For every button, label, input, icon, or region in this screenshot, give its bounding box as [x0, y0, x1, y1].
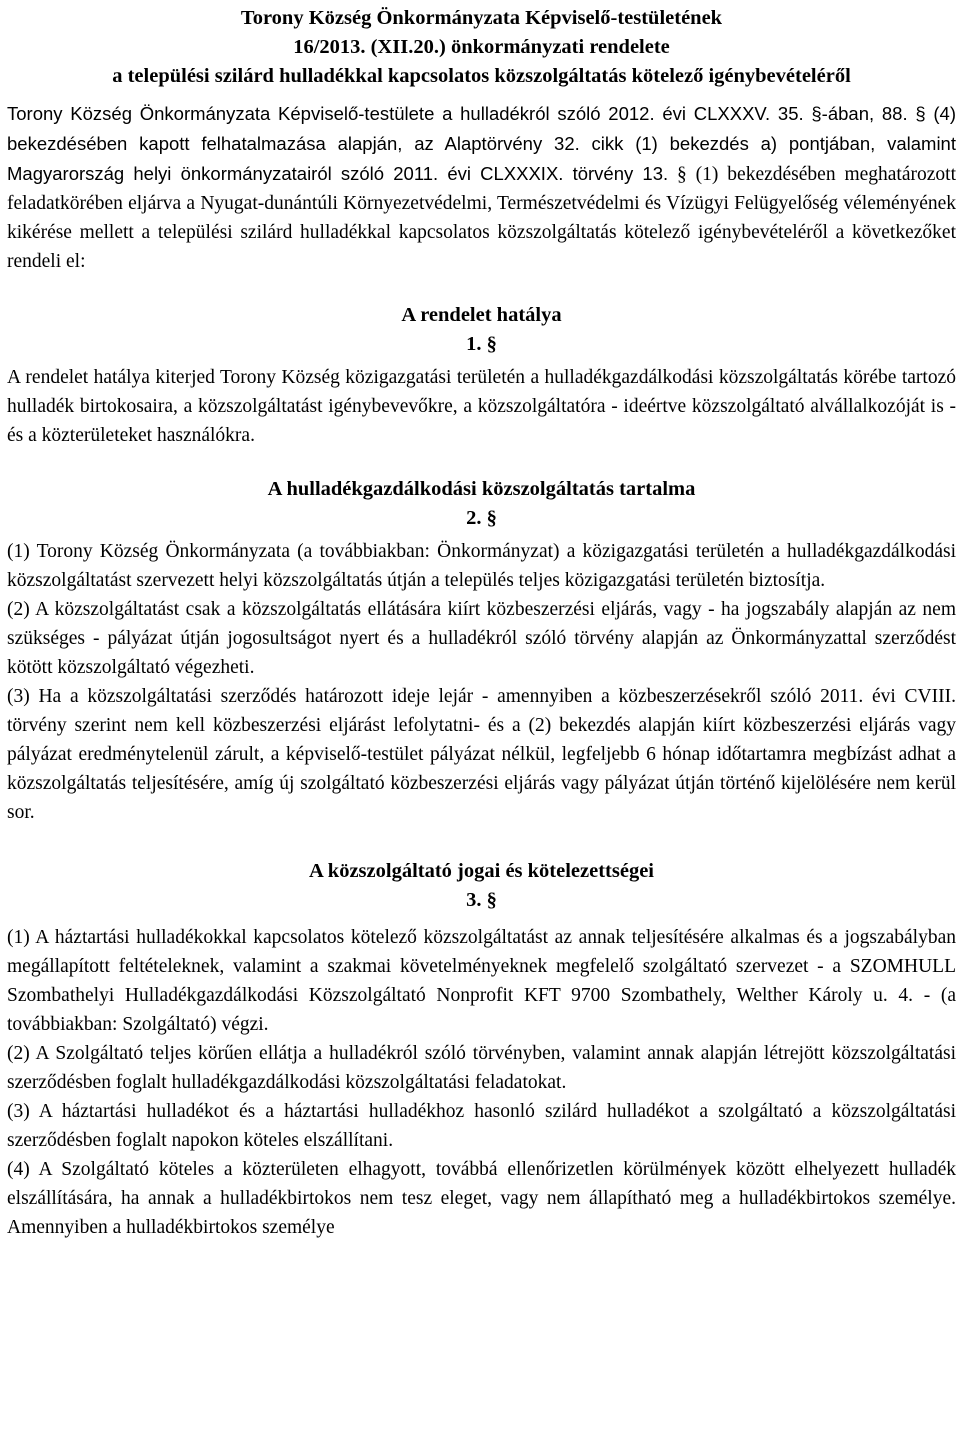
section-3-paragraph-2: (2) A Szolgáltató teljes körűen ellátja a hulladékról szóló törvényben, valamint annak alapján létrejött közszolgáltatási szerződésben foglalt hulladékgazdálkodási közszolgáltatási feladatokat. [7, 1043, 956, 1093]
section-2-number: 2. § [466, 507, 497, 529]
section-2-paragraph-2: (2) A közszolgáltatást csak a közszolgáltatás ellátására kiírt közbeszerzési eljárás, vagy - ha jogszabály alapján az nem szükséges - pályázat útján jogosultságot nyert és a hulladékról szóló törvény alapján az Önkormányzattal szerződést kötött közszolgáltató végezheti. [7, 599, 956, 678]
title-line-2: 16/2013. (XII.20.) önkormányzati rendelete [293, 36, 670, 58]
preamble-paragraph [7, 99, 956, 276]
section-1-heading: A rendelet hatálya [401, 304, 562, 326]
preamble-part-1: Torony Község Önkormányzata Képviselő-testülete a hulladékról szóló 2012. évi CLXXXV. 35. §-ában, 88. § (4) bekezdésében kapott felhatalmazása alapján, az Alaptörvény 32. cikk (1) bekezdés a) pontjában, valamint Magyarország helyi önkormányzatairól szóló 2011. évi CLXXXIX. törvény 13. [7, 103, 956, 184]
section-3-paragraph-4: (4) A Szolgáltató köteles a közterületen elhagyott, továbbá ellenőrizetlen körülmények között elhelyezett hulladék elszállítására, ha annak a hulladékbirtokos nem tesz eleget, vagy nem állapítható meg a hulladékbirtokos személye. Amennyiben a hulladékbirtokos személye [7, 1159, 956, 1238]
section-1-number: 1. § [466, 333, 497, 355]
document-title [7, 4, 956, 91]
section-2-heading: A hulladékgazdálkodási közszolgáltatás tartalma [267, 478, 696, 500]
title-line-1: Torony Község Önkormányzata Képviselő-testületének [240, 7, 723, 29]
preamble-part-2: § (1) bekezdésében meghatározott feladatkörében eljárva a Nyugat-dunántúli Környezetvédelmi, Természetvédelmi és Vízügyi Felügyelőség véleményének kikérése mellett a települési szilárd hulladékkal kapcsolatos közszolgáltatás kötelező igénybevételéről a következőket rendeli el: [7, 164, 956, 272]
section-3-paragraph-1: (1) A háztartási hulladékokkal kapcsolatos kötelező közszolgáltatást az annak teljesítésére alkalmas és a jogszabályban megállapított feltételeknek, valamint a szakmai követelményeknek megfelelő szolgáltató szervezet - a SZOMHULL Szombathelyi Hulladékgazdálkodási Közszolgáltató Nonprofit KFT 9700 Szombathely, Welther Károly u. 4. - (a továbbiakban: Szolgáltató) végzi. [7, 927, 956, 1035]
section-1-text: A rendelet hatálya kiterjed Torony Község közigazgatási területén a hulladékgazdálkodási közszolgáltatás körébe tartozó hulladék birtokosaira, a közszolgáltatást igénybevevőkre, a közszolgáltatóra - ideértve közszolgáltató alvállalkozóját is - és a közterületeket használókra. [7, 367, 956, 446]
section-3-heading: A közszolgáltató jogai és kötelezettségei [309, 860, 654, 882]
section-3-paragraph-3: (3) A háztartási hulladékot és a háztartási hulladékhoz hasonló szilárd hulladékot a szolgáltató a közszolgáltatási szerződésben foglalt napokon köteles elszállítani. [7, 1101, 956, 1151]
section-3-number: 3. § [466, 889, 497, 911]
section-2-paragraph-3: (3) Ha a közszolgáltatási szerződés határozott ideje lejár - amennyiben a közbeszerzésekről szóló 2011. évi CVIII. törvény szerint nem kell közbeszerzési eljárást lefolytatni- és a (2) bekezdés alapján kiírt közbeszerzési eljárás vagy pályázat eredménytelenül zárult, a képviselő-testület pályázat nélkül, legfeljebb 6 hónap időtartamra megbízást adhat a közszolgáltatás teljesítésére, amíg új szolgáltató közbeszerzési eljárás vagy pályázat útján történő kijelölésére nem kerül sor. [7, 686, 956, 823]
title-line-3: a települési szilárd hulladékkal kapcsolatos közszolgáltatás kötelező igénybevételéről [112, 65, 851, 87]
section-2-paragraph-1: (1) Torony Község Önkormányzata (a továbbiakban: Önkormányzat) a közigazgatási területén a hulladékgazdálkodási közszolgáltatást szervezett helyi közszolgáltatás útján a település teljes közigazgatási területén biztosítja. [7, 541, 956, 591]
